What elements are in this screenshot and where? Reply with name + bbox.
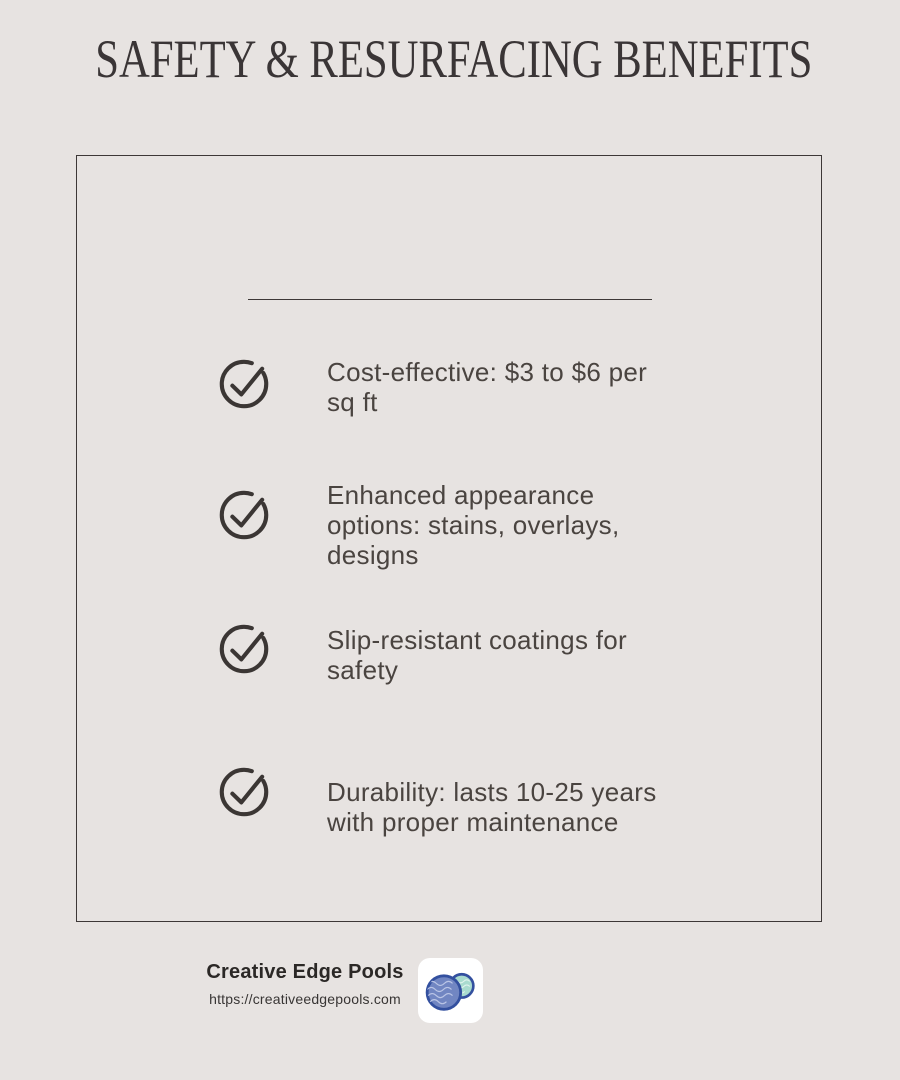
check-circle-icon (215, 486, 273, 544)
check-circle-icon (215, 355, 273, 413)
pool-logo-icon (418, 958, 483, 1023)
checklist-line: Durability: lasts 10-25 years (327, 777, 657, 807)
checklist-line: Cost-effective: $3 to $6 per (327, 357, 648, 387)
checklist-item-appearance (327, 480, 620, 570)
checklist-item-durability (327, 777, 657, 837)
divider-line (248, 299, 652, 300)
checklist-line: sq ft (327, 387, 378, 417)
check-circle-icon (215, 763, 273, 821)
checklist-line: safety (327, 655, 399, 685)
checklist-line: Enhanced appearance (327, 480, 595, 510)
checklist-line: designs (327, 540, 419, 570)
brand-url: https://creativeedgepools.com (209, 991, 401, 1007)
page-title (0, 29, 900, 89)
checklist-line: with proper maintenance (327, 807, 619, 837)
page-title-text: SAFETY & RESURFACING BENEFITS (95, 29, 813, 89)
footer-brand-block (185, 961, 425, 1007)
checklist-item-slip-resistance (327, 625, 627, 685)
check-circle-icon (215, 620, 273, 678)
brand-name: Creative Edge Pools (206, 961, 404, 983)
brand-logo-card (418, 958, 483, 1023)
checklist-line: Slip-resistant coatings for (327, 625, 628, 655)
checklist-item-cost (327, 357, 647, 417)
checklist-line: options: stains, overlays, (327, 510, 620, 540)
